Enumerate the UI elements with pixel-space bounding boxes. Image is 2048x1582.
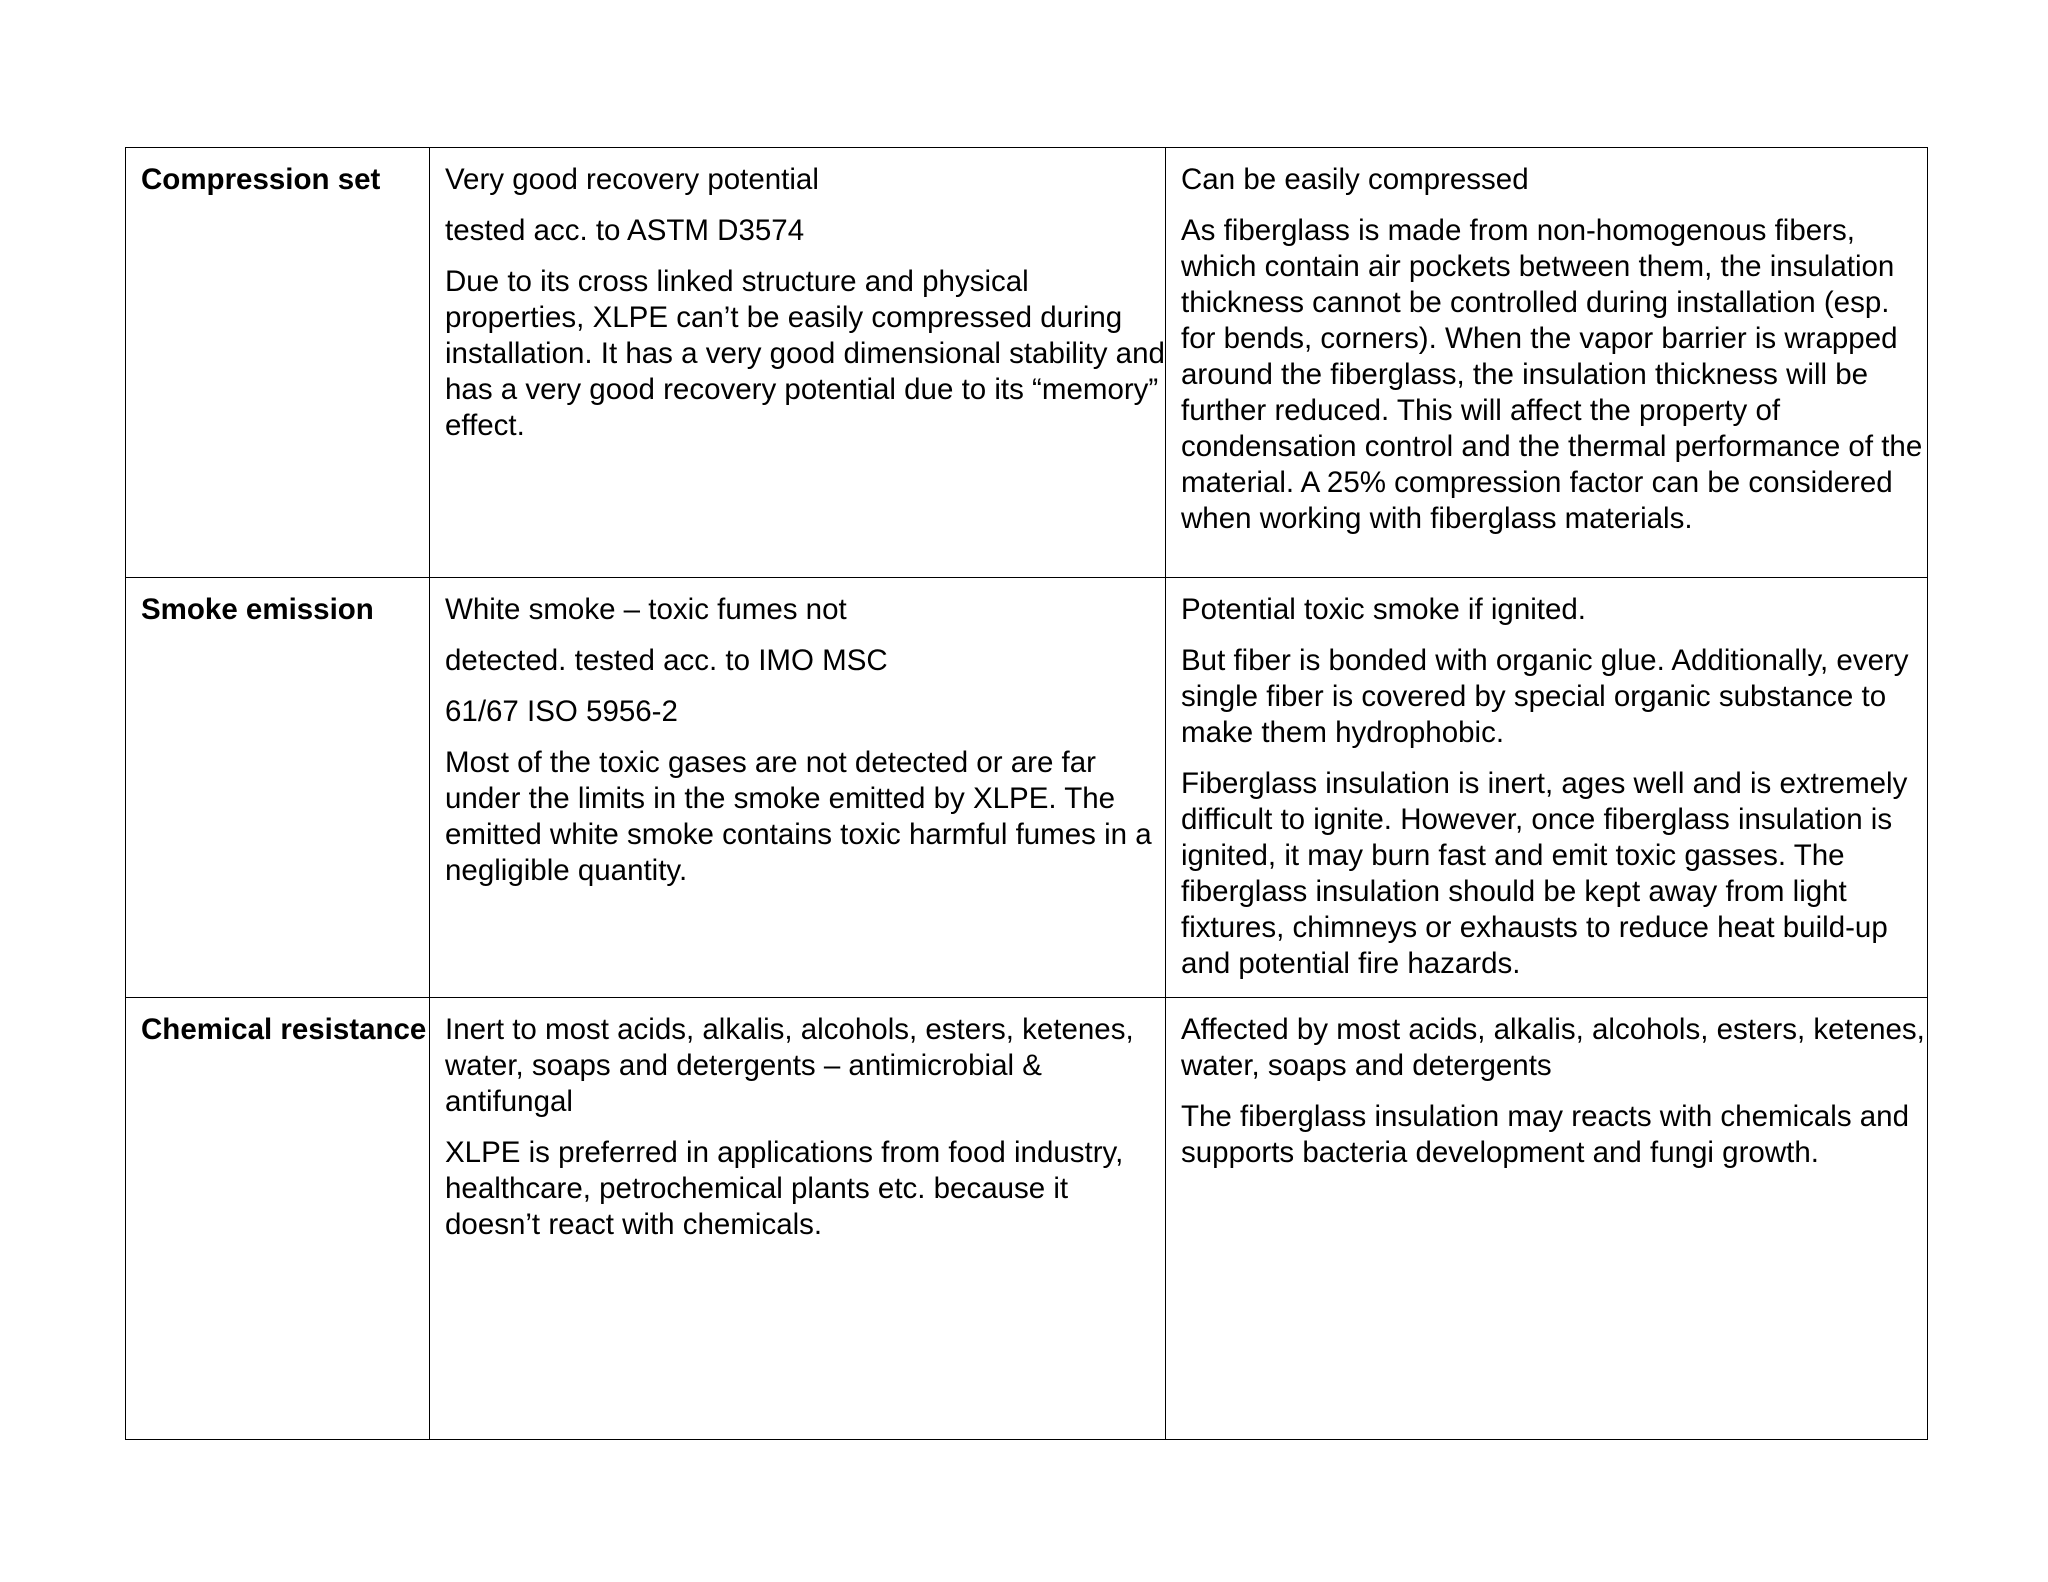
- cell-paragraph: Affected by most acids, alkalis, alcohols, esters, ketenes, water, soaps and detergents: [1181, 1013, 1925, 1082]
- cell-paragraph: Very good recovery potential: [445, 163, 819, 196]
- xlpe-cell: [430, 148, 1166, 578]
- row-label-cell: [126, 578, 430, 998]
- row-label: Smoke emission: [141, 593, 374, 626]
- fiberglass-cell: [1166, 148, 1928, 578]
- table-row-chemical-resistance: [126, 998, 1928, 1440]
- row-label-cell: [126, 998, 430, 1440]
- fiberglass-cell: [1166, 578, 1928, 998]
- cell-paragraph: As fiberglass is made from non-homogenous fibers, which contain air pockets between them, the insulation thickness cannot be controlled during installation (esp. for bends, corners). When the vapor barrier is wrapped around the fiberglass, the insulation thickness will be further reduced. This will affect the property of condensation control and the thermal performance of the material. A 25% compression factor can be considered when working with fiberglass materials.: [1181, 214, 1923, 535]
- cell-paragraph: But fiber is bonded with organic glue. Additionally, every single fiber is covered by special organic substance to make them hydrophobic.: [1181, 644, 1909, 749]
- cell-paragraph: tested acc. to ASTM D3574: [445, 214, 805, 247]
- xlpe-cell: [430, 998, 1166, 1440]
- table-row-smoke-emission: [126, 578, 1928, 998]
- cell-paragraph: Most of the toxic gases are not detected or are far under the limits in the smoke emitted by XLPE. The emitted white smoke contains toxic harmful fumes in a negligible quantity.: [445, 746, 1152, 887]
- cell-paragraph: The fiberglass insulation may reacts with chemicals and supports bacteria development and fungi growth.: [1181, 1100, 1909, 1169]
- cell-paragraph: Fiberglass insulation is inert, ages well and is extremely difficult to ignite. However, once fiberglass insulation is ignited, it may burn fast and emit toxic gasses. The fiberglass insulation should be kept away from light fixtures, chimneys or exhausts to reduce heat build-up and potential fire hazards.: [1181, 767, 1908, 980]
- row-label: Chemical resistance: [141, 1013, 427, 1046]
- cell-paragraph: White smoke – toxic fumes not: [445, 593, 847, 626]
- row-label: Compression set: [141, 163, 381, 196]
- cell-paragraph: Inert to most acids, alkalis, alcohols, esters, ketenes, water, soaps and detergents – antimicrobial & antifungal: [445, 1013, 1134, 1118]
- cell-paragraph: Can be easily compressed: [1181, 163, 1529, 196]
- xlpe-cell: [430, 578, 1166, 998]
- cell-paragraph: Potential toxic smoke if ignited.: [1181, 593, 1587, 626]
- cell-paragraph: detected. tested acc. to IMO MSC: [445, 644, 888, 677]
- row-label-cell: [126, 148, 430, 578]
- cell-paragraph: XLPE is preferred in applications from food industry, healthcare, petrochemical plants etc. because it doesn’t react with chemicals.: [445, 1136, 1124, 1241]
- cell-paragraph: Due to its cross linked structure and physical properties, XLPE can’t be easily compressed during installation. It has a very good dimensional stability and has a very good recovery potential due to its “memory” effect.: [445, 265, 1165, 442]
- fiberglass-cell: [1166, 998, 1928, 1440]
- comparison-table: [125, 147, 1928, 1440]
- cell-paragraph: 61/67 ISO 5956-2: [445, 695, 678, 728]
- table-row-compression-set: [126, 148, 1928, 578]
